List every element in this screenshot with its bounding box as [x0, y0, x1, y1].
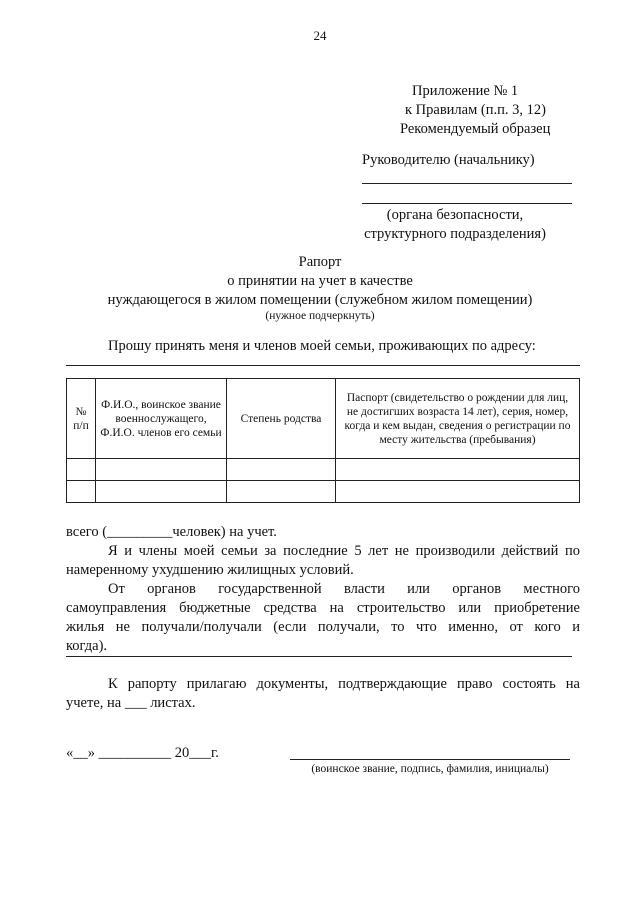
report-subject: нуждающегося в жилом помещении (служебном жилом помещении)	[107, 292, 533, 308]
table-cell[interactable]	[96, 459, 227, 481]
statement-2-line-1: От органов государственной власти или органов местного	[108, 581, 580, 597]
header-relation: Степень родства	[227, 379, 336, 459]
addressee-caption-2: структурного подразделения)	[364, 226, 546, 242]
addressee-line-1	[362, 183, 572, 184]
attachments-line-1: К рапорту прилагаю документы, подтверждающие право состоять на	[108, 676, 580, 692]
table-row	[67, 459, 580, 481]
addressee-line-2	[362, 203, 572, 204]
appendix-sample-note: Рекомендуемый образец	[400, 121, 551, 137]
request-text: Прошу принять меня и членов моей семьи, проживающих по адресу:	[108, 338, 536, 354]
appendix-number: Приложение № 1	[412, 83, 519, 99]
table-cell[interactable]	[227, 459, 336, 481]
addressee-to: Руководителю (начальнику)	[362, 152, 535, 168]
statement-details-line	[66, 656, 572, 657]
statement-2-line-3: жилья не получали/получали (если получали, то что именно, от кого и	[66, 619, 580, 635]
statement-1-line-2: намеренному ухудшению жилищных условий.	[66, 562, 354, 578]
attachments-line-2: учете, на ___ листах.	[66, 695, 196, 711]
table-cell[interactable]	[227, 481, 336, 503]
table-cell[interactable]	[67, 459, 96, 481]
table-cell[interactable]	[67, 481, 96, 503]
statement-1-line-1: Я и члены моей семьи за последние 5 лет не производили действий по	[108, 543, 580, 559]
report-subtitle: о принятии на учет в качестве	[227, 273, 413, 289]
date-field: «__» __________ 20___г.	[66, 745, 219, 761]
page-number: 24	[313, 28, 327, 43]
signature-line	[290, 759, 570, 760]
total-count: всего (_________человек) на учет.	[66, 524, 277, 540]
report-title: Рапорт	[298, 254, 342, 270]
family-table	[66, 378, 580, 503]
addressee-caption-1: (органа безопасности,	[386, 207, 524, 223]
header-name: Ф.И.О., воинское звание военнослужащего, Ф.И.О. членов его семьи	[96, 379, 227, 459]
header-passport: Паспорт (свидетельство о рождении для лиц, не достигших возраста 14 лет), серия, номер, когда и кем выдан, сведения о регистрации по месту жительства (пребывания)	[336, 379, 580, 459]
underline-note: (нужное подчеркнуть)	[265, 310, 375, 322]
statement-2-line-2: самоуправления бюджетные средства на строительство или приобретение	[66, 600, 580, 616]
header-number: № п/п	[67, 379, 96, 459]
table-header-row	[67, 379, 580, 459]
appendix-rules-ref: к Правилам (п.п. 3, 12)	[405, 102, 546, 118]
address-line	[66, 365, 580, 366]
signature-caption: (воинское звание, подпись, фамилия, инициалы)	[311, 763, 549, 775]
table-row	[67, 481, 580, 503]
table-cell[interactable]	[336, 459, 580, 481]
statement-2-line-4: когда).	[66, 638, 108, 654]
table-cell[interactable]	[96, 481, 227, 503]
table-cell[interactable]	[336, 481, 580, 503]
